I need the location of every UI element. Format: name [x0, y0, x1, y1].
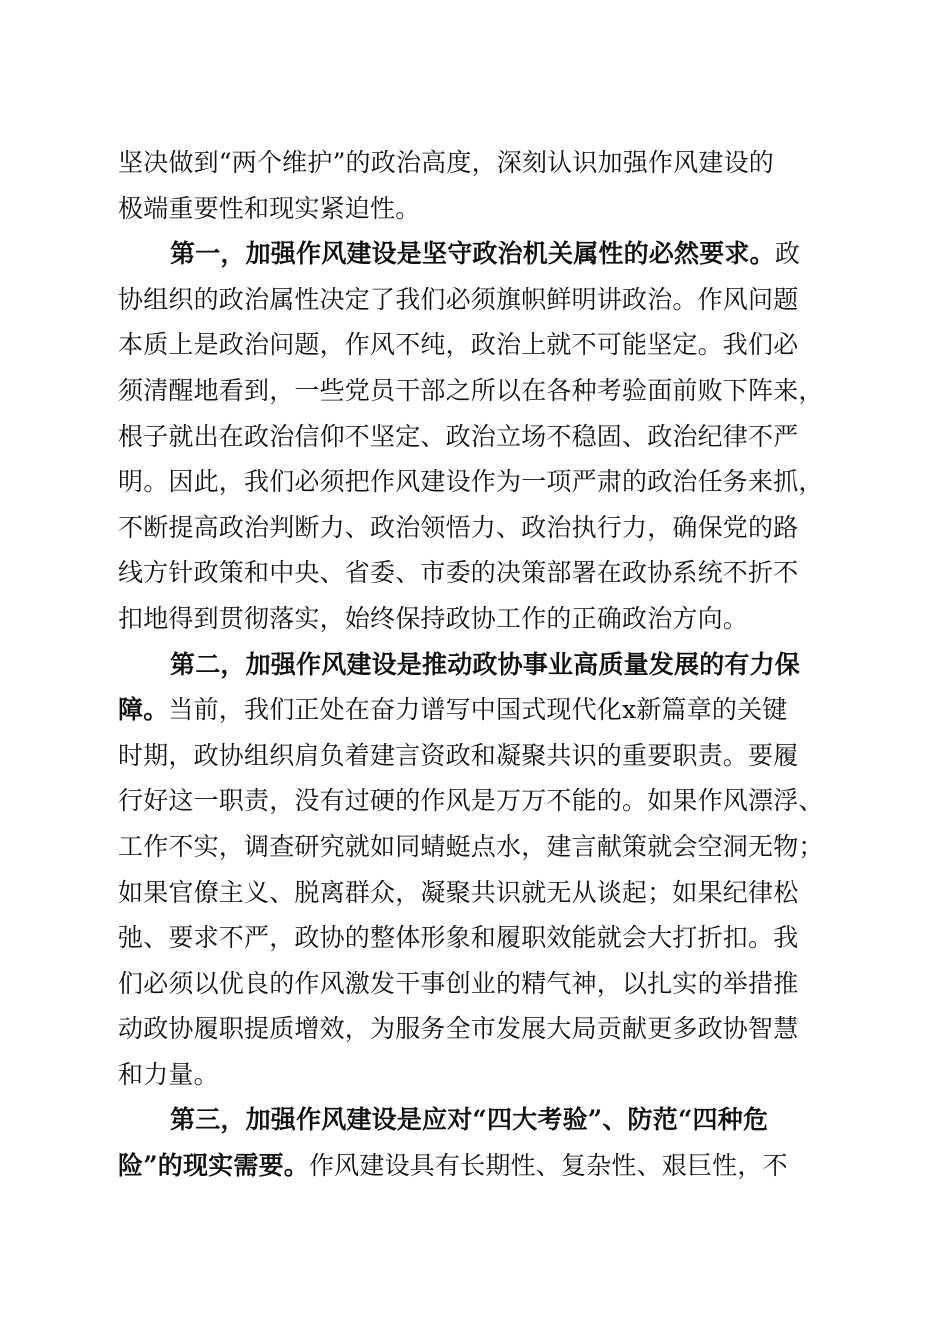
- line-text: 行好这一职责，没有过硬的作风是万万不能的。如果作风漂浮、: [118, 786, 824, 816]
- line-text: 须清醒地看到，一些党员干部之所以在各种考验面前败下阵来，: [118, 375, 824, 405]
- heading-point-two: 第二，加强作风建设是推动政协事业高质量发展的有力保: [170, 649, 801, 679]
- text-line: [118, 961, 834, 1007]
- text-line: [118, 733, 834, 779]
- text-line: [118, 505, 834, 551]
- line-text: 作风建设具有长期性、复杂性、艰巨性，不: [308, 1151, 788, 1181]
- line-text: 本质上是政治问题，作风不纯，政治上就不可能坚定。我们必: [118, 330, 799, 360]
- text-line: [118, 1006, 834, 1052]
- heading-point-three: 第三，加强作风建设是应对“四大考验”、防范“四种危: [170, 1105, 769, 1135]
- heading-point-two-end: 障。: [118, 695, 169, 725]
- heading-point-one: 第一，加强作风建设是坚守政治机关属性的必然要求。: [170, 239, 775, 269]
- text-line: [118, 1143, 834, 1189]
- line-text: 和力量。: [118, 1059, 219, 1089]
- line-text: 当前，我们正处在奋力谱写中国式现代化x新篇章的关键: [168, 695, 788, 725]
- line-text: 线方针政策和中央、省委、市委的决策部署在政协系统不折不: [118, 558, 799, 588]
- text-line: [118, 915, 834, 961]
- line-text: 们必须以优良的作风激发干事创业的精气神，以扎实的举措推: [118, 968, 799, 998]
- text-line: [118, 550, 834, 596]
- text-line: [118, 414, 834, 460]
- text-line: [118, 459, 834, 505]
- text-line: [118, 1097, 834, 1143]
- text-line: [118, 870, 834, 916]
- text-line: [118, 368, 834, 414]
- line-text: 不断提高政治判断力、政治领悟力、政治执行力，确保党的路: [118, 512, 799, 542]
- text-line: [118, 778, 834, 824]
- text-line: [118, 140, 834, 186]
- line-text: 协组织的政治属性决定了我们必须旗帜鲜明讲政治。作风问题: [118, 284, 799, 314]
- text-line: [118, 596, 834, 642]
- text-line: [118, 824, 834, 870]
- line-text: 扣地得到贯彻落实，始终保持政协工作的正确政治方向。: [118, 603, 749, 633]
- text-line: [118, 642, 834, 688]
- line-text: 时期，政协组织肩负着建言资政和凝聚共识的重要职责。要履: [118, 740, 799, 770]
- line-text: 极端重要性和现实紧迫性。: [118, 193, 421, 223]
- paragraph-point-three: [118, 1097, 834, 1188]
- text-line: [118, 322, 834, 368]
- line-text: 明。因此，我们必须把作风建设作为一项严肃的政治任务来抓，: [118, 467, 824, 497]
- paragraph-point-two: [118, 642, 834, 1098]
- line-text: 动政协履职提质增效，为服务全市发展大局贡献更多政协智慧: [118, 1014, 799, 1044]
- paragraph-intro-continuation: [118, 140, 834, 231]
- document-body: [118, 140, 834, 1189]
- text-line: [118, 277, 834, 323]
- line-text: 政: [774, 239, 801, 269]
- text-line: [118, 186, 834, 232]
- line-text: 如果官僚主义、脱离群众，凝聚共识就无从谈起；如果纪律松: [118, 877, 799, 907]
- text-line: [118, 231, 834, 277]
- paragraph-point-one: [118, 231, 834, 641]
- text-line: [118, 1052, 834, 1098]
- line-text: 工作不实，调查研究就如同蜻蜓点水，建言献策就会空洞无物；: [118, 831, 824, 861]
- text-line: [118, 687, 834, 733]
- line-text: 坚决做到“两个维护”的政治高度，深刻认识加强作风建设的: [118, 148, 774, 177]
- heading-point-three-end: 险”的现实需要。: [118, 1151, 309, 1181]
- line-text: 根子就出在政治信仰不坚定、政治立场不稳固、政治纪律不严: [118, 421, 799, 451]
- line-text: 弛、要求不严，政协的整体形象和履职效能就会大打折扣。我: [118, 923, 799, 953]
